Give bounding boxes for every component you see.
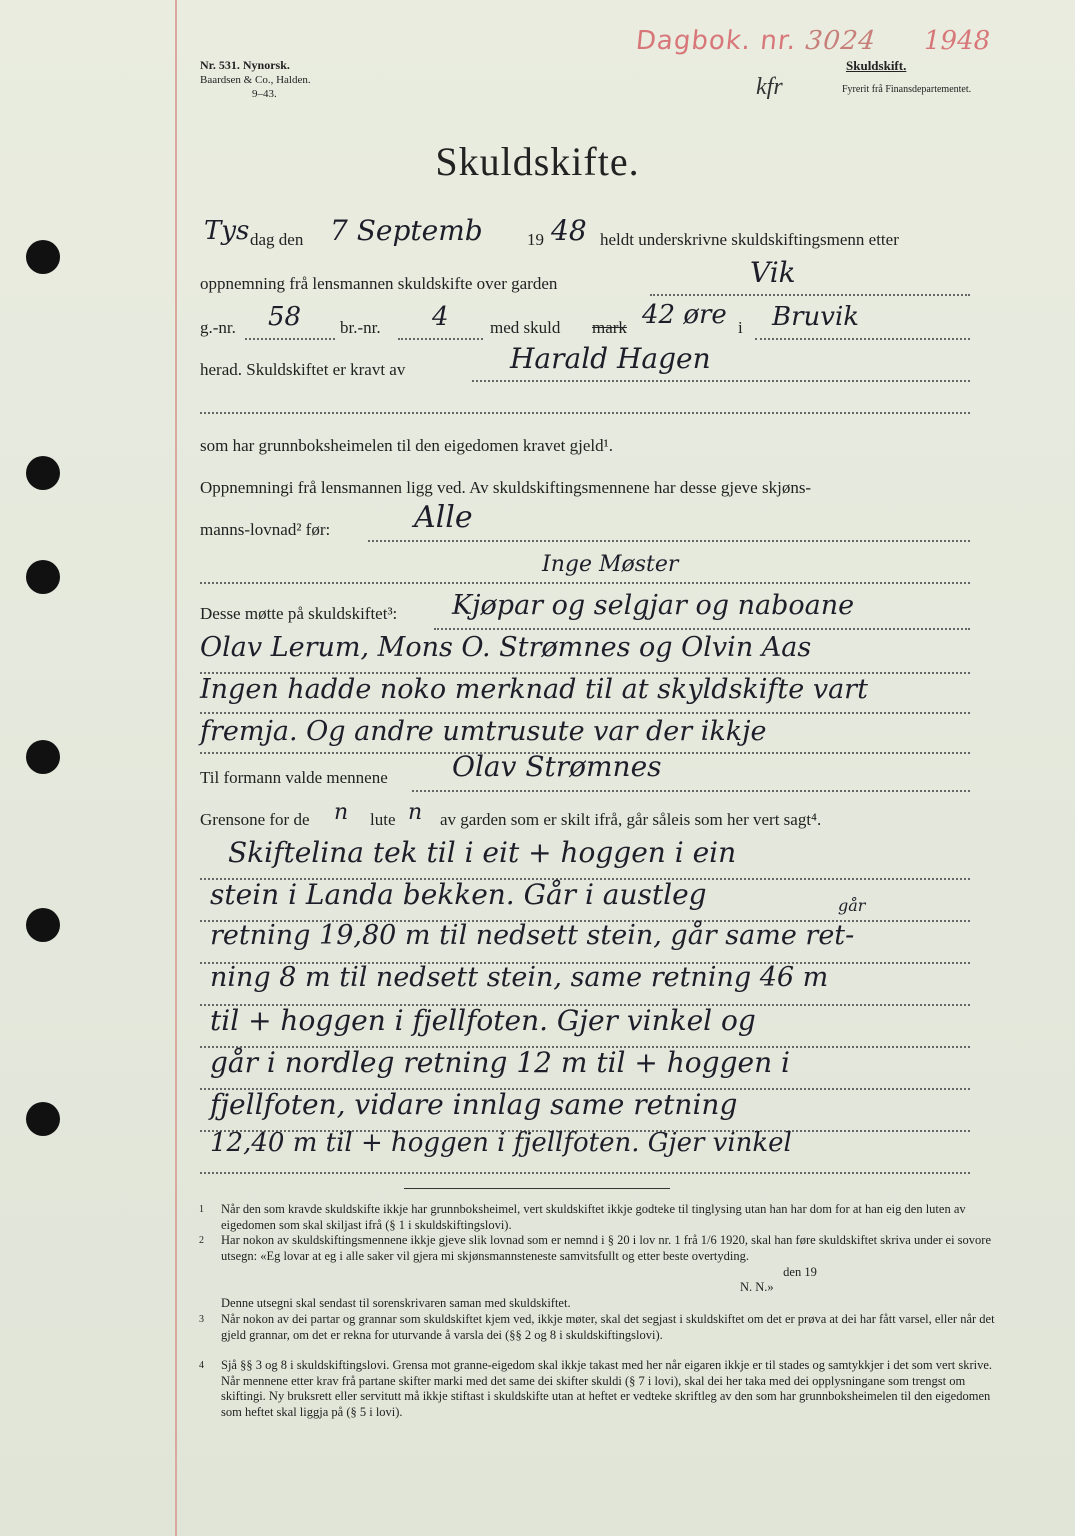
label-i: i (738, 318, 743, 337)
footnote-number: 4 (199, 1360, 204, 1371)
boundary-line: til + hoggen i fjellfoten. Gjer vinkel og (210, 1004, 756, 1037)
label-19: 19 (527, 230, 544, 249)
punch-hole (26, 456, 60, 490)
hw-date: 7 Septemb (330, 214, 483, 247)
hw-weekday: Tys (204, 216, 250, 246)
footnote (199, 1312, 999, 1343)
punch-hole (26, 560, 60, 594)
fill-line (200, 1172, 970, 1174)
hw-attendees-2: Olav Lerum, Mons O. Strømnes og Olvin Aas (200, 632, 812, 663)
footnote-text: Denne utsegni skal sendast til sorenskrivaren saman med skuldskiftet. (221, 1296, 571, 1310)
footnote-text: Når nokon av dei partar og grannar som skuldskiftet kjem ved, ikkje møter, skal det segjast i skuldskiftet om det er prøva at dei har fått varsel, eller når det gjeld grannar, om det er rekna for uturvande å varsla dei (§§ 2 og 8 i skuldskiftingslovi). (221, 1312, 995, 1342)
print-date: 9–43. (252, 88, 277, 100)
hw-attendees: Kjøpar og selgjar og naboane (452, 590, 855, 621)
footnote-number: 1 (199, 1204, 204, 1215)
hw-line14-a: n (334, 800, 349, 825)
hw-herad: Bruvik (772, 302, 860, 332)
punch-hole (26, 1102, 60, 1136)
footnote (199, 1296, 999, 1312)
page-title: Skuldskifte. (435, 139, 640, 184)
hw-skuld: 42 øre (642, 300, 727, 330)
label-dag-den: dag den (250, 230, 304, 249)
hw-year: 48 (551, 214, 587, 247)
boundary-insert: går (838, 896, 866, 915)
hw-line14-b: n (408, 800, 423, 825)
fill-line (650, 294, 970, 296)
fill-line (368, 540, 970, 542)
footnote (199, 1202, 999, 1233)
fill-line (200, 412, 970, 414)
journal-year: 1948 (924, 26, 991, 56)
fill-line (434, 628, 970, 630)
text-line14-a: Grensone for de (200, 810, 310, 829)
printer-name: Baardsen & Co., Halden. (200, 74, 311, 86)
boundary-line: retning 19,80 m til nedsett stein, går same ret- (210, 920, 855, 951)
text-line13: Til formann valde mennene (200, 768, 388, 787)
footnote-divider (404, 1188, 670, 1189)
hw-sworn: Alle (414, 500, 473, 535)
footnote-number: 3 (199, 1314, 204, 1325)
boundary-line: ning 8 m til nedsett stein, same retning 46 m (210, 962, 829, 993)
footnote-text: Sjå §§ 3 og 8 i skuldskiftingslovi. Grensa mot granne-eigedom skal ikkje takast med her når eigaren ikkje er til stades og samtykkjer i det som vert skrive. Når mennene etter krav frå partane skifter marki med det same dei skifter skuldi (§ 7 i lovi), skal dei her taka med dei opplysningane som trengst om skiftingi. Ny bruksrett eller servitutt må ikkje stiftast i skuldskifte utan at heftet er vedteke skriftleg av den som har grunnboksheimelen til den eigedomen som heftet skal liggja på (§ 5 i lovi). (221, 1358, 993, 1419)
text-line6: Oppnemningi frå lensmannen ligg ved. Av skuldskiftingsmennene har desse gjeve skjøns- (200, 478, 812, 497)
punch-hole (26, 908, 60, 942)
boundary-line: går i nordleg retning 12 m til + hoggen i (210, 1046, 790, 1079)
text-line2: oppnemning frå lensmannen skuldskifte over garden (200, 274, 558, 293)
boundary-line: Skiftelina tek til i eit + hoggen i ein (228, 836, 737, 869)
text-line14-b: lute (370, 810, 396, 829)
fill-line (755, 338, 970, 340)
fill-line (412, 790, 970, 792)
text-line7: manns-lovnad² før: (200, 520, 331, 539)
text-line5: som har grunnboksheimelen til den eigedomen kravet gjeld¹. (200, 436, 613, 455)
hw-sworn-2: Inge Møster (542, 552, 679, 577)
form-name: Skuldskift. (846, 58, 907, 73)
fill-line (245, 338, 335, 340)
journal-stamp (634, 26, 877, 56)
footnote-signature: N. N.» (740, 1280, 774, 1294)
boundary-line: 12,40 m til + hoggen i fjellfoten. Gjer vinkel (210, 1128, 792, 1158)
fill-line (398, 338, 483, 340)
label-med-skuld: med skuld (490, 318, 561, 337)
hw-farm: Vik (750, 256, 796, 289)
footnote (199, 1358, 999, 1420)
form-number: Nr. 531. Nynorsk. (200, 58, 290, 72)
footnote-text: Når den som kravde skuldskifte ikkje har grunnboksheimel, vert skuldskiftet ikkje godteke til tinglysing utan han har dom for at han eig den luten av eigedomen som skal skiljast ifrå (§ 1 i skuldskiftingslovi). (221, 1202, 966, 1232)
boundary-line: stein i Landa bekken. Går i austleg (210, 878, 707, 911)
hw-chairman: Olav Strømnes (452, 750, 662, 783)
fill-line (200, 582, 970, 584)
approval-note: Fyrerit frå Finansdepartementet. (842, 84, 972, 95)
label-brnr: br.-nr. (340, 318, 381, 337)
punch-hole (26, 240, 60, 274)
label-mark: mark (592, 318, 627, 337)
fill-line (472, 380, 970, 382)
text-line4: herad. Skuldskiftet er kravt av (200, 360, 406, 379)
label-gnr: g.-nr. (200, 318, 236, 337)
text-line9: Desse møtte på skuldskiftet³: (200, 604, 398, 623)
margin-line (175, 0, 177, 1536)
hw-requester: Harald Hagen (510, 342, 711, 375)
journal-stamp-label: Dagbok. nr. (634, 26, 799, 56)
boundary-line: fjellfoten, vidare innlag same retning (210, 1088, 738, 1121)
hw-brnr: 4 (432, 302, 449, 332)
footnote-number: 2 (199, 1235, 204, 1246)
punch-hole (26, 740, 60, 774)
publisher-info (200, 58, 311, 101)
text-line1: heldt underskrivne skuldskiftingsmenn etter (600, 230, 899, 249)
hw-attendees-4: fremja. Og andre umtrusute var der ikkje (200, 716, 767, 747)
fill-line (200, 712, 970, 714)
hw-attendees-3: Ingen hadde noko merknad til at skyldskifte vart (200, 674, 868, 705)
handwritten-initials: kfr (756, 74, 783, 100)
footnote-text: Har nokon av skuldskiftingsmennene ikkje gjeve slik lovnad som er nemnd i § 20 i lov nr. 1 frå 1/6 1920, skal han føre skuldskiftet skriva under ei sovore utsegn: «Eg lovar at eg i alle saker vil gjera mi skjønsmannsteneste samvitsfullt og etter beste overtyding. (221, 1233, 991, 1263)
text-line14-c: av garden som er skilt ifrå, går såleis som her vert sagt⁴. (440, 810, 822, 829)
hw-gnr: 58 (268, 302, 302, 332)
journal-number: 3024 (804, 26, 878, 56)
footnote-date-line: den 19 (783, 1265, 817, 1279)
footnote (199, 1233, 999, 1264)
